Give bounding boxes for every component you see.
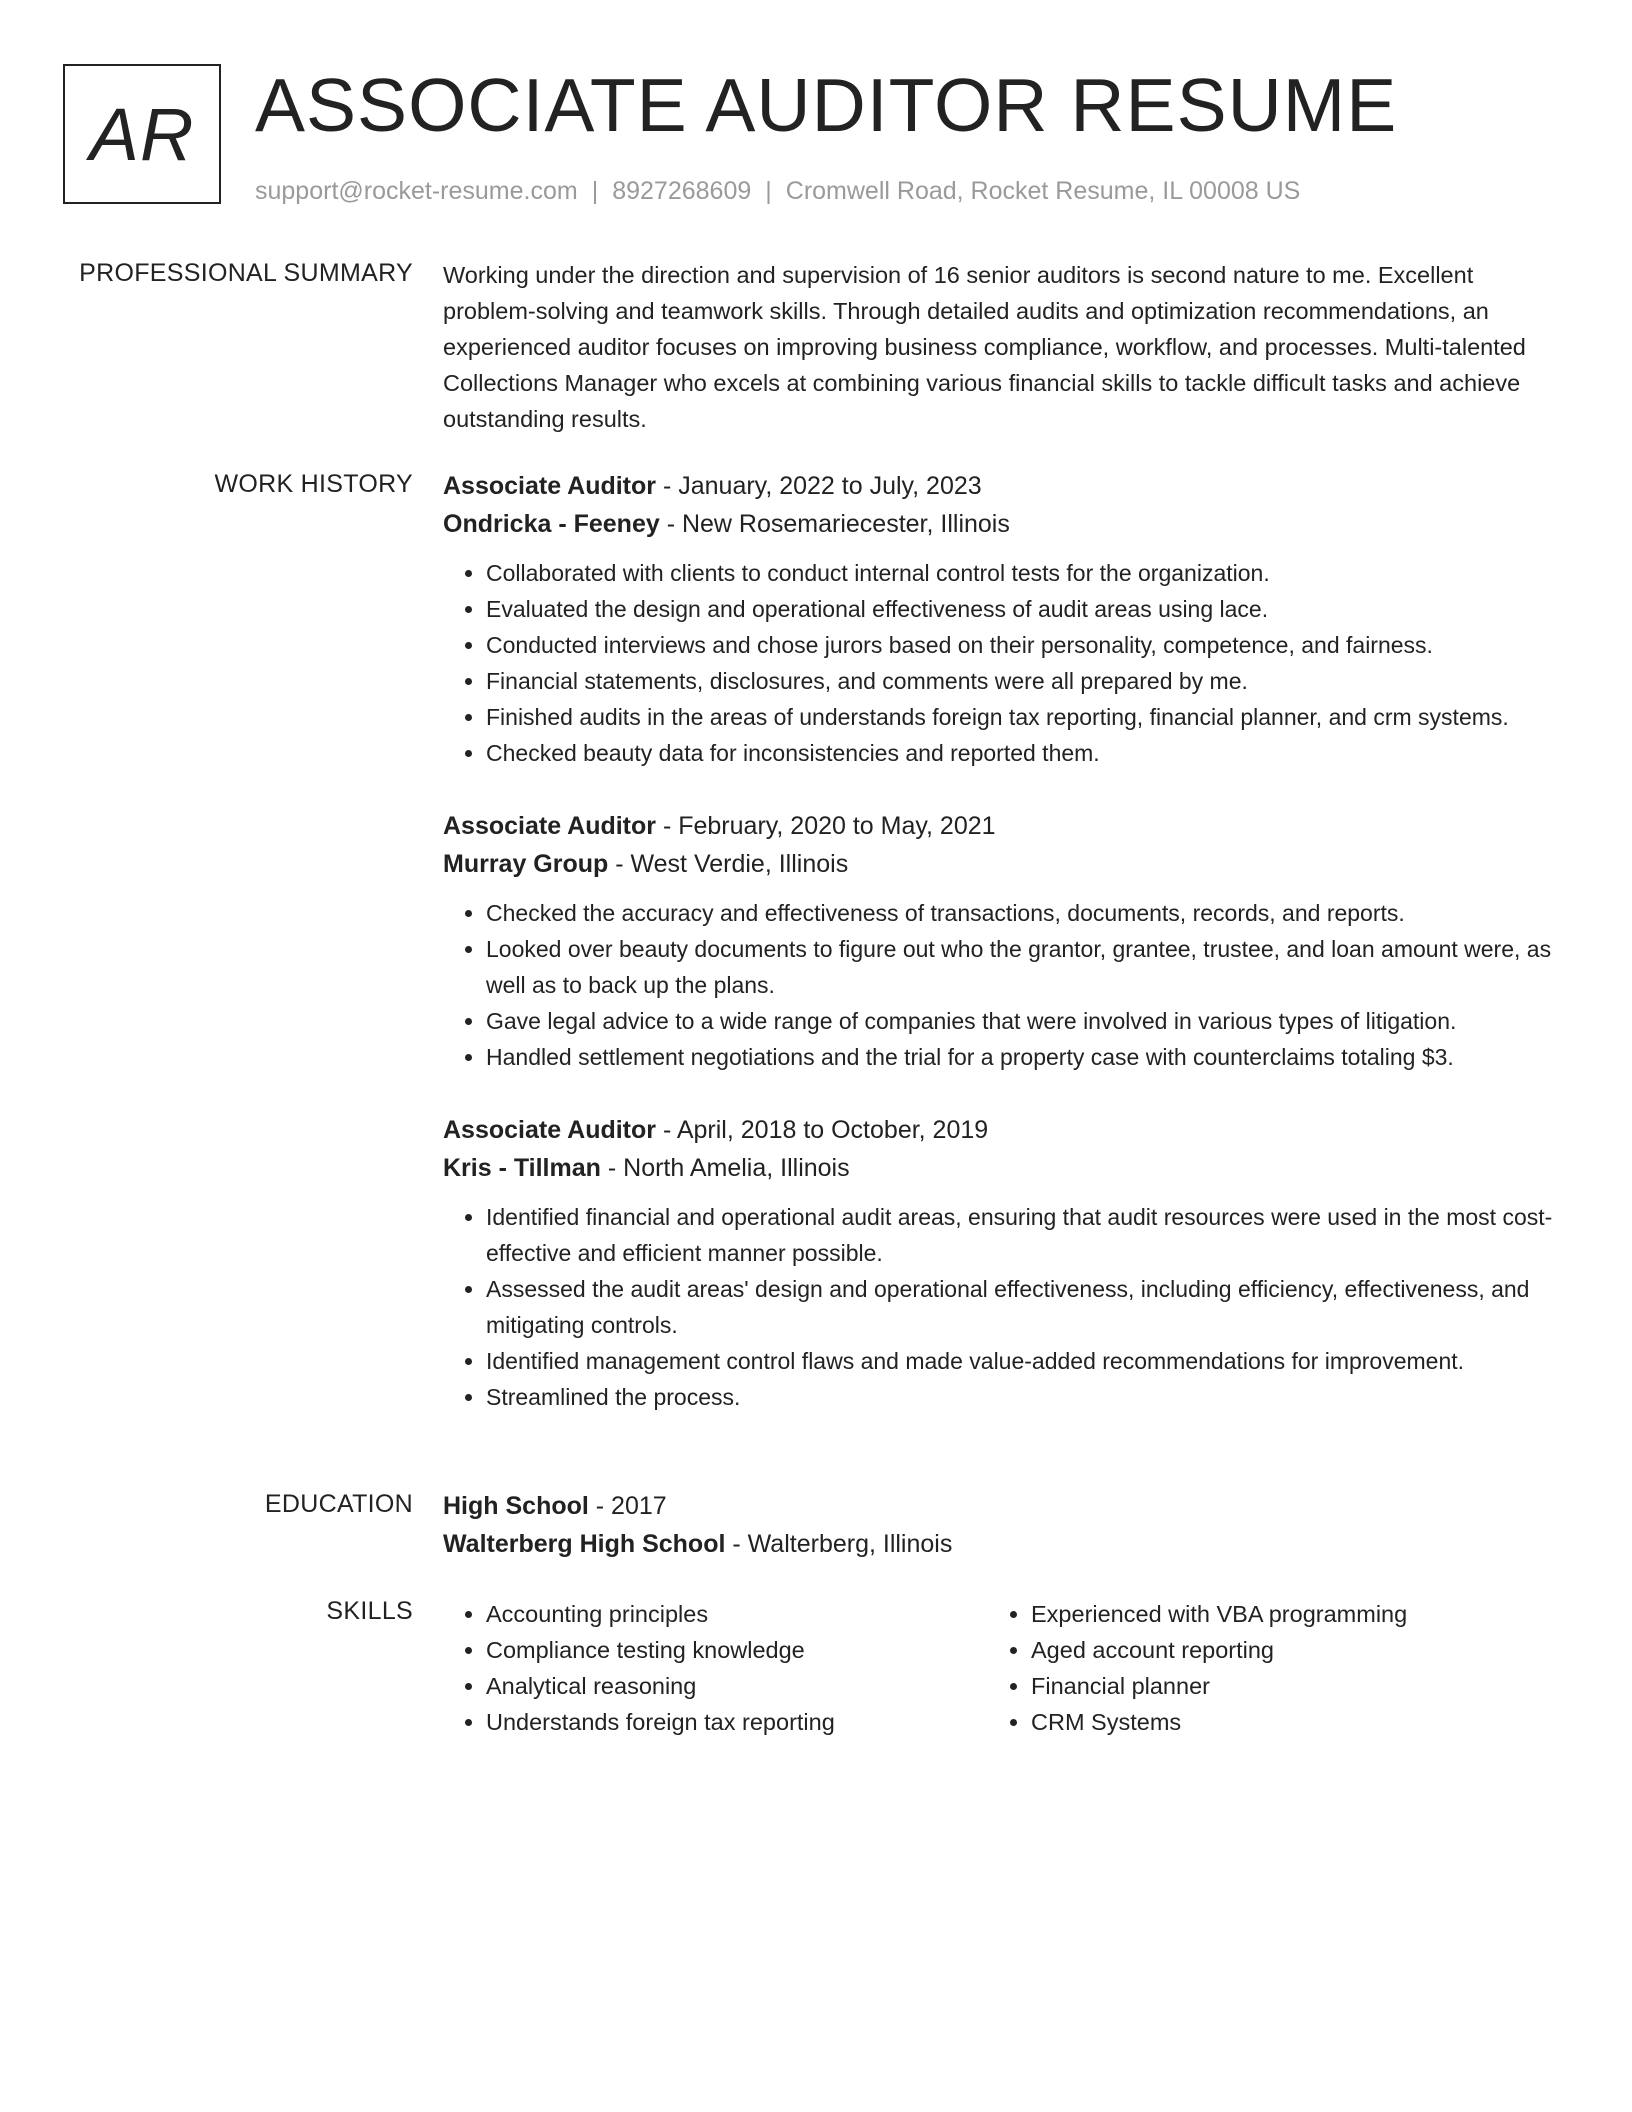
job-bullet: • Financial statements, disclosures, and comments were all prepared by me.: [486, 663, 1558, 699]
job-bullet: • Checked beauty data for inconsistencies and reported them.: [486, 735, 1558, 771]
job-bullet: • Handled settlement negotiations and the trial for a property case with counterclaims totaling $3.: [486, 1039, 1558, 1075]
education-body: [443, 1487, 1558, 1563]
monogram-badge: AR: [63, 64, 221, 204]
job-bullet: • Identified financial and operational audit areas, ensuring that audit resources were used in the most cost-effective and efficient manner possible.: [486, 1199, 1558, 1271]
job-dates: - February, 2020 to May, 2021: [656, 812, 996, 840]
contact-separator: |: [591, 177, 599, 205]
skill-item: • Analytical reasoning: [486, 1668, 988, 1704]
job-title-line: [443, 807, 1558, 845]
education-degree: High School: [443, 1492, 589, 1520]
education-heading: EDUCATION: [264, 1490, 413, 1518]
job-bullet: • Identified management control flaws and made value-added recommendations for improvement.: [486, 1343, 1558, 1379]
education-degree-line: [443, 1487, 1558, 1525]
job-bullet: • Finished audits in the areas of understands foreign tax reporting, financial planner, and crm systems.: [486, 699, 1558, 735]
job-dates: - January, 2022 to July, 2023: [656, 472, 982, 500]
skill-item: • Aged account reporting: [1031, 1632, 1533, 1668]
summary-body: [443, 257, 1558, 437]
job-dates: - April, 2018 to October, 2019: [656, 1116, 989, 1144]
contact-email: support@rocket-resume.com: [255, 177, 578, 205]
job-company-line: [443, 845, 1558, 883]
job-bullet: • Checked the accuracy and effectiveness of transactions, documents, records, and reports.: [486, 895, 1558, 931]
job-bullet: • Assessed the audit areas' design and operational effectiveness, including efficiency, effectiveness, and mitigating controls.: [486, 1271, 1558, 1343]
education-school-line: [443, 1525, 1558, 1563]
job-entry: [443, 1111, 1558, 1415]
job-title-line: [443, 467, 1558, 505]
job-title: Associate Auditor: [443, 812, 657, 840]
job-location: - New Rosemariecester, Illinois: [659, 510, 1010, 538]
summary-heading: PROFESSIONAL SUMMARY: [79, 259, 413, 287]
skill-item: • CRM Systems: [1031, 1704, 1533, 1740]
job-bullets: [443, 555, 1558, 771]
work-history-heading: WORK HISTORY: [214, 470, 413, 498]
job-company: Kris - Tillman: [443, 1154, 601, 1182]
page-title: ASSOCIATE AUDITOR RESUME: [255, 63, 1398, 147]
job-company: Murray Group: [443, 850, 609, 878]
job-title-line: [443, 1111, 1558, 1149]
job-location: - West Verdie, Illinois: [608, 850, 849, 878]
job-bullets: [443, 1199, 1558, 1415]
job-title: Associate Auditor: [443, 1116, 657, 1144]
job-bullet: • Looked over beauty documents to figure out who the grantor, grantee, trustee, and loan amount were, as well as to back up the plans.: [486, 931, 1558, 1003]
job-bullet: • Gave legal advice to a wide range of companies that were involved in various types of litigation.: [486, 1003, 1558, 1039]
skills-column-left: [443, 1596, 988, 1740]
skills-list: [443, 1596, 988, 1740]
job-bullet: • Streamlined the process.: [486, 1379, 1558, 1415]
skill-item: • Accounting principles: [486, 1596, 988, 1632]
skills-heading: SKILLS: [326, 1597, 413, 1625]
title-block: [255, 64, 1397, 206]
job-bullet: • Collaborated with clients to conduct internal control tests for the organization.: [486, 555, 1558, 591]
education-year: - 2017: [588, 1492, 667, 1520]
contact-phone: 8927268609: [612, 177, 752, 205]
job-company-line: [443, 505, 1558, 543]
job-entry: [443, 467, 1558, 771]
job-bullet: • Conducted interviews and chose jurors based on their personality, competence, and fairness.: [486, 627, 1558, 663]
contact-line: [255, 177, 1397, 206]
skills-list: [988, 1596, 1533, 1740]
job-bullet: • Evaluated the design and operational effectiveness of audit areas using lace.: [486, 591, 1558, 627]
skill-item: • Understands foreign tax reporting: [486, 1704, 988, 1740]
skill-item: • Experienced with VBA programming: [1031, 1596, 1533, 1632]
skill-item: • Financial planner: [1031, 1668, 1533, 1704]
skills-column-right: [988, 1596, 1533, 1740]
summary-text: Working under the direction and supervision of 16 senior auditors is second nature to me. Excellent problem-solving and teamwork skills. Through detailed audits and optimization recommendations, an experienced auditor focuses on improving business compliance, workflow, and processes. Multi-talented Collections Manager who excels at combining various financial skills to tackle difficult tasks and achieve outstanding results.: [443, 262, 1526, 432]
job-bullets: [443, 895, 1558, 1075]
job-entry: [443, 807, 1558, 1075]
contact-address: Cromwell Road, Rocket Resume, IL 00008 US: [785, 177, 1301, 205]
job-title: Associate Auditor: [443, 472, 657, 500]
contact-separator: |: [765, 177, 772, 205]
job-location: - North Amelia, Illinois: [600, 1154, 850, 1182]
skills-body: [443, 1596, 1558, 1740]
education-location: - Walterberg, Illinois: [725, 1530, 953, 1558]
job-company-line: [443, 1149, 1558, 1187]
job-company: Ondricka - Feeney: [443, 510, 660, 538]
skill-item: • Compliance testing knowledge: [486, 1632, 988, 1668]
skills-columns: [443, 1596, 1558, 1740]
education-school: Walterberg High School: [443, 1530, 726, 1558]
work-history-body: [443, 467, 1558, 1451]
